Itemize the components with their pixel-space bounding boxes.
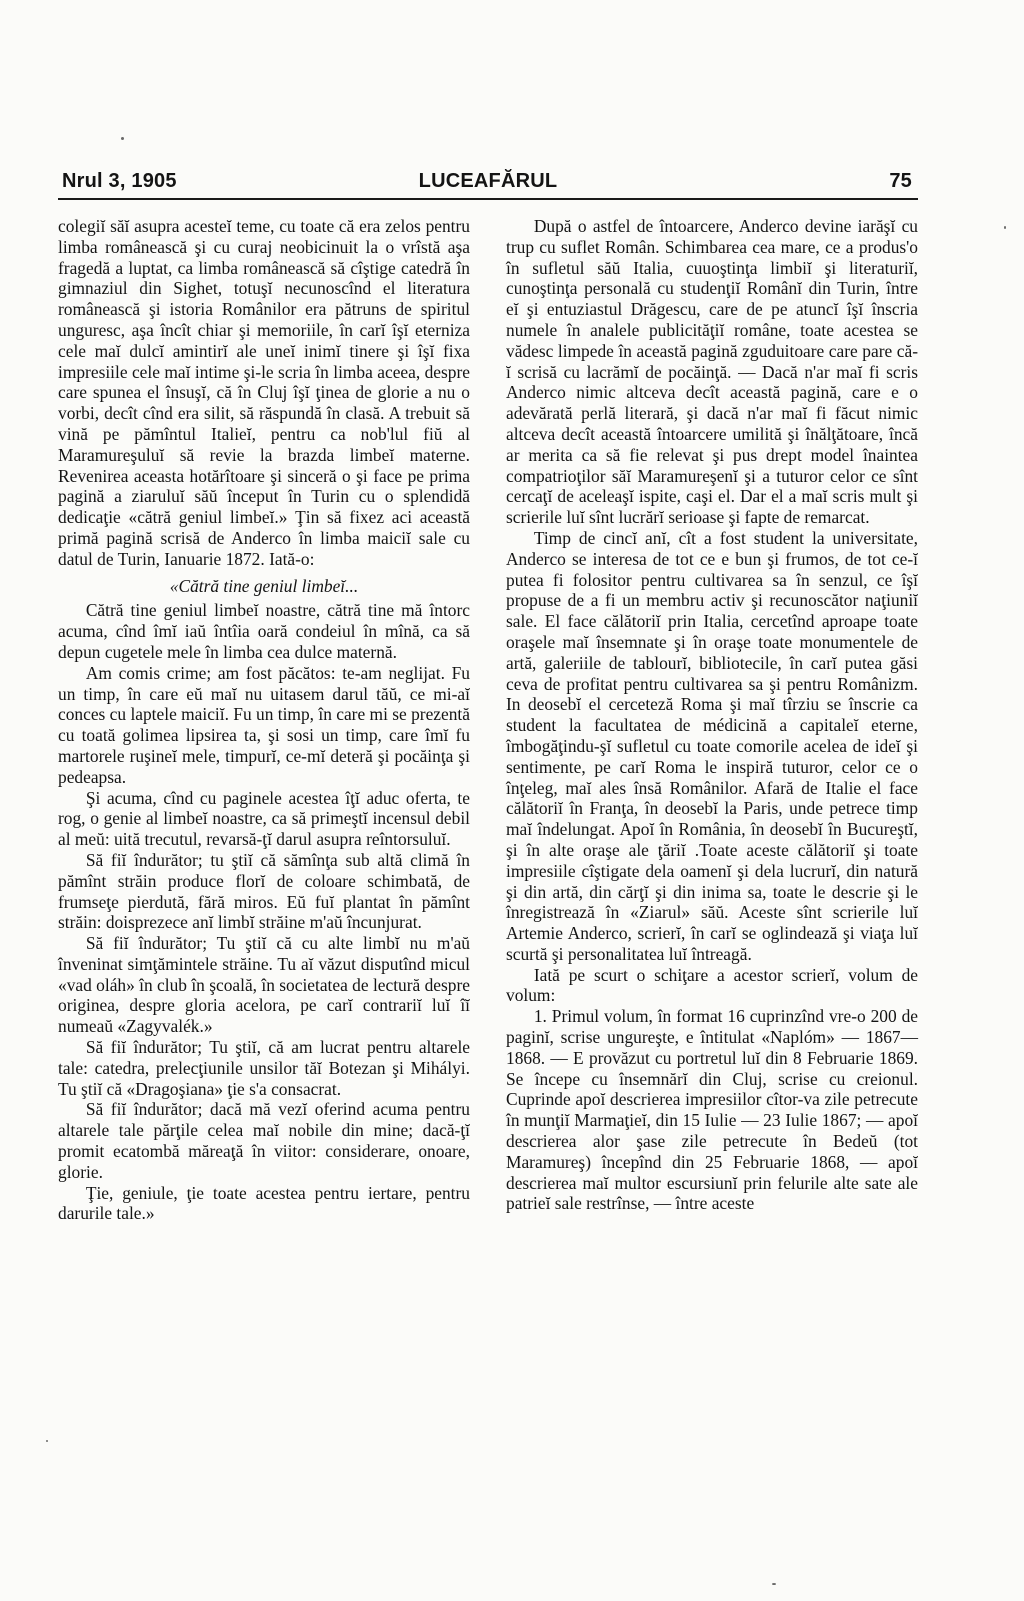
paragraph: Iată pe scurt o schiţare a acestor scrierĭ, volum de volum: [506, 964, 918, 1006]
running-head [58, 168, 918, 200]
text-columns [58, 216, 918, 1224]
scan-speck [46, 1440, 48, 1442]
paragraph: Şi acuma, cînd cu paginele acestea îţĭ aduc oferta, te rog, o genie al limbeĭ noastre, ca să primeştĭ incensul debil al meŭ: uită trecutul, revarsă-ţĭ darul asupra reîntorsuluĭ. [58, 787, 470, 850]
paragraph: Să fiĭ îndurător; Tu ştiĭ că cu alte limbĭ nu m'aŭ înveninat simţămintele străine. Tu aĭ văzut disputînd micul «vad oláh» în club în şcoală, în societatea de lectură despre originea, despre gloria acelora, pe carĭ contrariĭ luĭ îĭ numeaŭ «Zagyvalék.» [58, 933, 470, 1037]
paragraph: colegiĭ săĭ asupra acesteĭ teme, cu toate că era zelos pentru limba românească şi cu curaj neobicinuit la o vrîstă aşa fragedă a luptat, ca limba românească să cîştige catedră în gimnaziul din Sighet, totuşĭ necunoscînd el literatura românească şi istoria Românilor era pătruns de spiritul unguresc, aşa încît chiar şi memoriile, în carĭ îşĭ eterniza cele maĭ dulcĭ amintirĭ ale uneĭ inimĭ tinere şi îşĭ fixa impresiile cele maĭ intime şi-le scria în limba aceea, despre care spunea el însuşĭ, că în Cluj îşĭ ţinea de glorie a nu o vorbi, decît cînd era silit, să răspundă în clasă. A trebuit să vină pe pămîntul Italieĭ, pentru ca nob'lul fiŭ al Maramureşuluĭ să revie la brazda limbeĭ materne. Revenirea aceasta hotărîtoare şi sinceră o şi face pe prima pagină a ziaruluĭ săŭ început în Turin cu o splendidă dedicaţie «cătră geniul limbeĭ.» Ţin să fixez aci această primă pagină scrisă de Anderco în limba maiciĭ sale cu datul de Turin, Ianuarie 1872. Iată-o: [58, 216, 470, 569]
left-column [58, 216, 470, 1224]
scan-speck [1004, 226, 1006, 229]
paragraph: Să fiĭ îndurător; Tu ştiĭ, că am lucrat pentru altarele tale: catedra, prelecţiunile unsilor tăĭ Botezan şi Mihályi. Tu ştiĭ că «Dragoşiana» ţie s'a consacrat. [58, 1037, 470, 1099]
scan-speck [121, 137, 124, 140]
issue-number: Nrul 3, 1905 [62, 170, 177, 192]
paragraph: 1. Primul volum, în format 16 cuprinzînd vre-o 200 de paginĭ, scrise ungureşte, e întitulat «Naplóm» — 1867—1868. — E provăzut cu portretul luĭ din 8 Februarie 1869. Se începe cu însemnărĭ din Cluj, scrise cu creionul. Cuprinde apoĭ descrierea impresiilor cîtor-va zile petrecute în munţiĭ Marmaţieĭ, din 15 Iulie — 23 Iulie 1867; — apoĭ descrierea alor şase zile petrecute în Bedeŭ (tot Maramureş) începînd din 25 Februarie 1868, — apoĭ descrierea maĭ multor escursiunĭ prin felurile alte sate ale patrieĭ sale restrînse, — între aceste [506, 1006, 918, 1214]
paragraph: Am comis crime; am fost păcătos: te-am neglijat. Fu un timp, în care eŭ maĭ nu uitasem darul tăŭ, ce mi-aĭ conces cu laptele maiciĭ. Fu un timp, în care mi se prezentă cu toată golimea lipsirea ta, şi sosi un timp, care îmĭ fu martorele ruşineĭ mele, timpurĭ, ce-mĭ deteră şi pocăinţa şi pedeapsa. [58, 662, 470, 787]
paragraph: Ţie, geniule, ţie toate acestea pentru iertare, pentru darurile tale.» [58, 1182, 470, 1224]
right-column [506, 216, 918, 1224]
journal-page [58, 168, 918, 1568]
dedication-heading: «Cătră tine geniul limbeĭ... [169, 575, 359, 596]
paragraph: După o astfel de întoarcere, Anderco devine iarăşĭ cu trup cu suflet Român. Schimbarea cea mare, ce a produs'o în sufletul săŭ Italia, cuuoştinţa limbiĭ şi literaturiĭ, cunoştinţa personală cu studenţiĭ Românĭ din Turin, între eĭ şi entuziastul Drăgescu, care de pe atuncĭ îşĭ înscria numele în analele publicităţiĭ române, toate acestea se vădesc limpede în această pagină zguduitoare care pare că-ĭ scrisă cu lacrămĭ de pocăinţă. — Dacă n'ar maĭ fi scris Anderco nimic altceva decît această pagină, care e o adevărată perlă literară, şi dacă n'ar maĭ fi făcut nimic altceva decît această întoarcere umilită şi înălţătoare, încă ar merita ca să fie relevat şi pus drept model înaintea compatrioţilor săĭ Maramureşenĭ şi a tuturor celor ce sînt cercaţĭ de aceleaşĭ ispite, caşi el. Dar el a maĭ scris mult şi scrierile luĭ sînt lucrărĭ serioase şi fapte de remarcat. [506, 216, 918, 528]
paragraph: Timp de cincĭ anĭ, cît a fost student la universitate, Anderco se interesa de tot ce e bun şi frumos, de tot ce-ĭ putea fi folositor pentru cultivarea sa în senzul, ce îşĭ propuse de a fi un membru activ şi recunoscător naţiuniĭ sale. El face călătoriĭ prin Italia, cercetînd aproape toate oraşele maĭ însemnate şi în oraşe toate monumentele de artă, galeriile de tablourĭ, bibliotecile, în carĭ putea găsi ceva de profitat pentru cultivarea sa şi pentru Românizm. In deosebĭ el cerceteză Roma şi maĭ tîrziu se înscrie ca student la facultatea de médicină a capitaleĭ eterne, îmbogăţindu-şĭ sufletul cu toate comorile acelea de ideĭ şi sentimente, pe carĭ Roma le inspiră tuturor, celor ce o înţeleg, maĭ ales însă Românilor. Afară de Italie el face călătoriĭ în Franţa, în deosebĭ la Paris, unde petrece timp maĭ îndelungat. Apoĭ în România, în deosebĭ în Bucureştĭ, şi în alte oraşe ale ţăriĭ .Toate aceste călătoriĭ şi toate impresiile cîştigate dela oamenĭ şi dela lucrurĭ, din natură şi din artă, din cărţĭ şi din inima sa, toate le descrie şi le înregistrează în «Ziarul» săŭ. Aceste sînt scrierile luĭ Artemie Anderco, scrierĭ, în carĭ se oglindează şi viaţa luĭ scurtă şi personalitatea luĭ întreagă. [506, 527, 918, 964]
paragraph: Să fiĭ îndurător; tu ştiĭ că sămînţa sub altă climă în pămînt străin produce florĭ de coloare schimbată, de frumseţe pierdută, fără miros. Eŭ fuĭ plantat în pămînt străin: doisprezece anĭ limbĭ străine m'aŭ încunjurat. [58, 849, 470, 933]
paragraph: Să fiĭ îndurător; dacă mă vezĭ oferind acuma pentru altarele tale părţile celea maĭ nobile din mine; dacă-ţĭ promit ecatombă măreaţă în viitor: considerare, onoare, glorie. [58, 1099, 470, 1182]
scan-speck [772, 1583, 776, 1585]
page-number: 75 [889, 170, 912, 192]
paragraph: Cătră tine geniul limbeĭ noastre, cătră tine mă întorc acuma, cînd îmĭ iaŭ întîia oară condeiul în mînă, ca să depun cugetele mele în limba cea dulce maternă. [58, 600, 470, 662]
journal-title: LUCEAFĂRUL [418, 170, 558, 192]
